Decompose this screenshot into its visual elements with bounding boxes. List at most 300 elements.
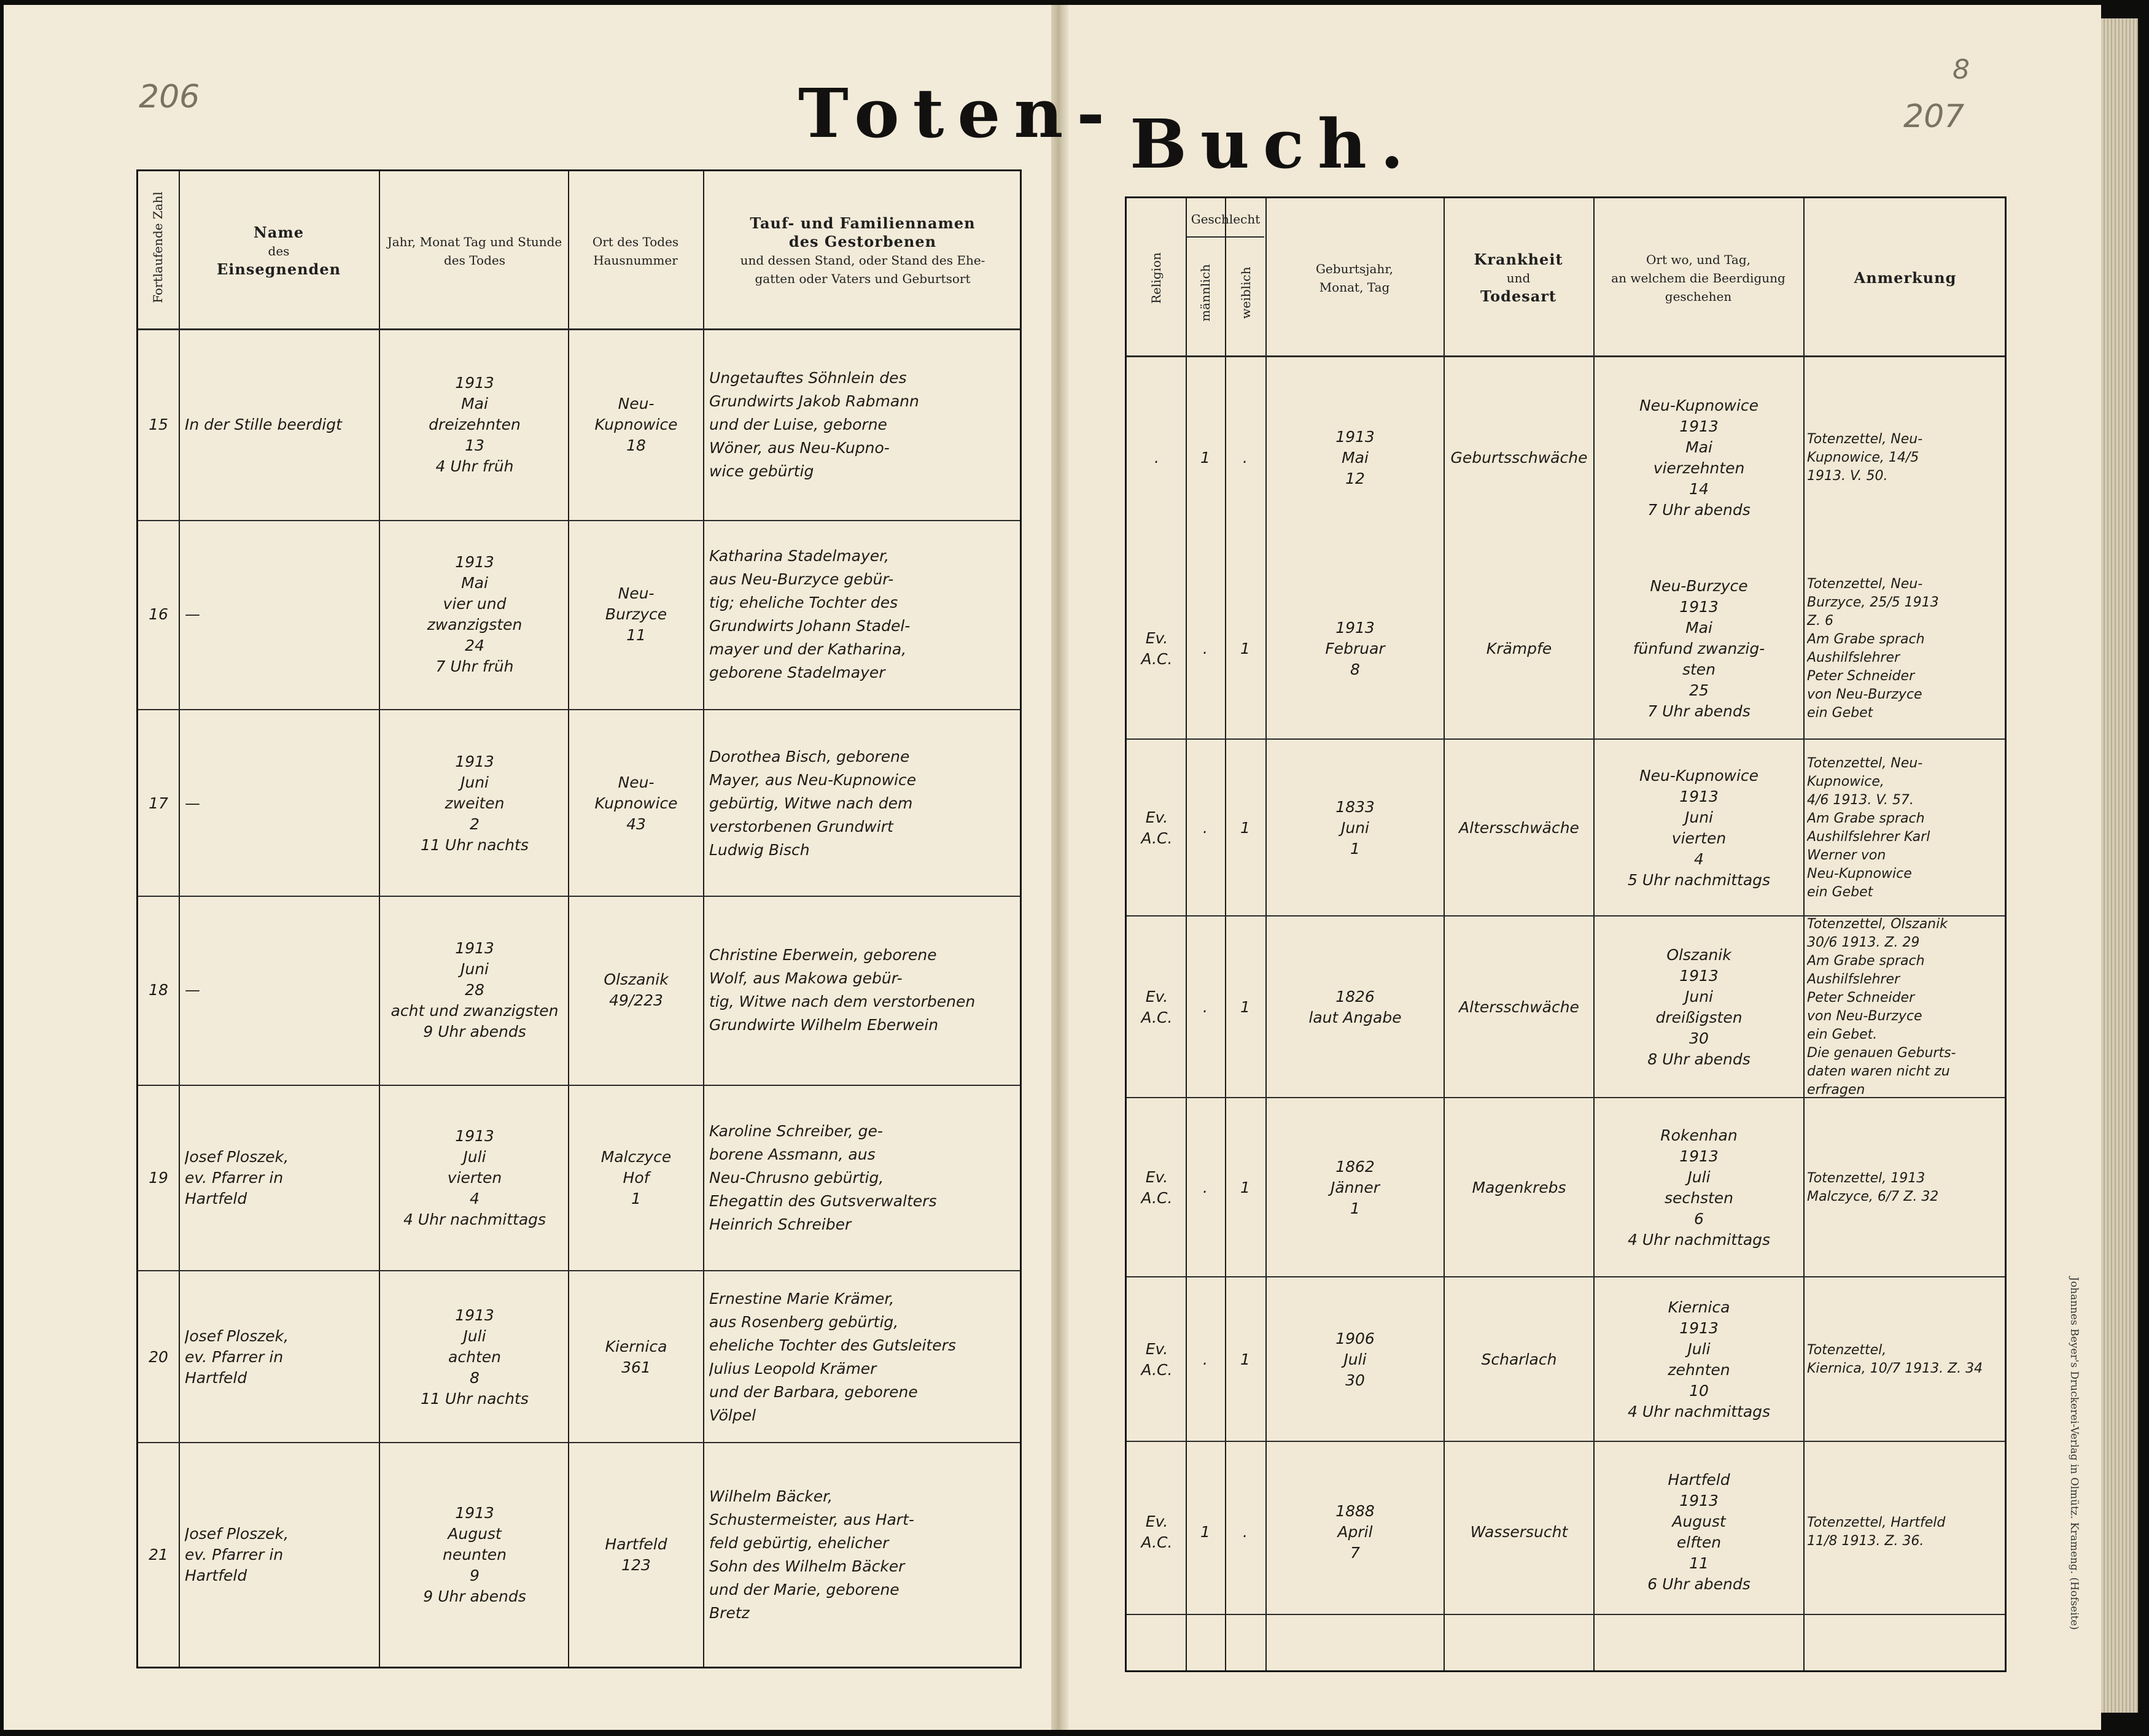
left-entry-19-names-line: borene Assmann, aus bbox=[709, 1145, 876, 1163]
right-entry-19-female-line: 1 bbox=[1240, 1179, 1250, 1196]
right-entry-15-remark-line: 1913. V. 50. bbox=[1807, 468, 1888, 484]
left-entry-17-place-line: 43 bbox=[626, 815, 646, 833]
header-death-time: Jahr, Monat Tag und Stunde des Todes bbox=[387, 234, 562, 268]
left-entry-20-death-line: 1913 bbox=[455, 1306, 494, 1324]
left-entry-16-place-line: 11 bbox=[626, 626, 646, 644]
left-entry-20-officiant-line: Josef Ploszek, bbox=[185, 1327, 289, 1345]
right-entry-18-remark-line: von Neu-Burzyce bbox=[1807, 1009, 1922, 1024]
left-entry-15-names-line: Wöner, aus Neu-Kupno- bbox=[709, 439, 890, 457]
page-edges bbox=[2101, 18, 2138, 1713]
right-entry-18-remark-line: Am Grabe sprach bbox=[1807, 953, 1925, 969]
left-entry-21-names-line: Schustermeister, aus Hart- bbox=[709, 1511, 914, 1529]
right-entry-17-burial-line: Juni bbox=[1684, 808, 1713, 826]
left-entry-21-death-line: 9 Uhr abends bbox=[423, 1587, 526, 1605]
left-entry-20-names-cell bbox=[709, 1273, 1020, 1442]
left-entry-15-names-line: Grundwirts Jakob Rabmann bbox=[709, 392, 919, 410]
right-entry-19-birth-line: 1862 bbox=[1335, 1158, 1375, 1176]
right-entry-21-burial-line: Hartfeld bbox=[1668, 1471, 1730, 1489]
left-entry-21-place-line: Hartfeld bbox=[605, 1535, 667, 1553]
left-entry-20-death-line: Juli bbox=[463, 1327, 486, 1345]
left-entry-18-death-cell bbox=[384, 898, 565, 1082]
right-entry-15-birth-line: 12 bbox=[1345, 470, 1365, 487]
left-entry-19-officiant-cell bbox=[185, 1087, 376, 1269]
left-entry-19-num-line: 19 bbox=[149, 1169, 168, 1187]
book-gutter bbox=[1051, 5, 1068, 1730]
right-entry-18-religion-cell bbox=[1129, 918, 1184, 1097]
header-male: männlich bbox=[1198, 264, 1213, 322]
right-entry-19-religion-line: A.C. bbox=[1141, 1189, 1173, 1207]
right-entry-20-illness-line: Scharlach bbox=[1481, 1350, 1557, 1368]
left-entry-19-place-cell bbox=[572, 1087, 701, 1269]
right-entry-17-burial-cell bbox=[1597, 741, 1801, 915]
right-entry-15-religion-cell bbox=[1129, 359, 1184, 557]
left-entry-15-death-line: Mai bbox=[461, 395, 488, 413]
right-entry-18-remark-line: daten waren nicht zu bbox=[1807, 1064, 1950, 1079]
right-entry-16-remark-line: Totenzettel, Neu- bbox=[1807, 576, 1923, 592]
left-entry-21-names-line: Bretz bbox=[709, 1604, 750, 1622]
right-entry-18-burial-line: Juni bbox=[1684, 988, 1713, 1006]
right-entry-16-remark-line: Z. 6 bbox=[1807, 613, 1834, 629]
right-entry-18-burial-cell bbox=[1597, 918, 1801, 1097]
left-entry-17-num-line: 17 bbox=[149, 794, 168, 812]
right-entry-15-remark-line: Kupnowice, 14/5 bbox=[1807, 450, 1919, 465]
right-entry-20-birth-cell bbox=[1269, 1279, 1441, 1441]
left-entry-17-death-line: 2 bbox=[470, 815, 480, 833]
left-entry-16-officiant-cell bbox=[185, 522, 376, 707]
right-entry-17-female-line: 1 bbox=[1240, 819, 1250, 837]
right-entry-19-religion-line: Ev. bbox=[1145, 1168, 1168, 1186]
left-entry-17-names-line: gebürtig, Witwe nach dem bbox=[709, 794, 913, 812]
left-entry-20-death-line: 11 Uhr nachts bbox=[421, 1390, 529, 1408]
left-entry-20-num-cell bbox=[141, 1273, 176, 1442]
right-entry-15-birth-line: Mai bbox=[1342, 449, 1369, 467]
printer-imprint: Johannes Beyer's Druckerei-Verlag in Olmütz. Krameng. (Hofseite) bbox=[2068, 1277, 2080, 1630]
right-entry-20-burial-line: Juli bbox=[1687, 1340, 1711, 1358]
left-entry-21-death-line: August bbox=[448, 1525, 502, 1543]
right-entry-16-religion-cell bbox=[1129, 559, 1184, 738]
left-entry-16-death-line: vier und bbox=[443, 595, 507, 613]
right-entry-17-burial-line: 1913 bbox=[1679, 788, 1719, 805]
left-entry-15-num-cell bbox=[141, 332, 176, 517]
right-entry-17-burial-line: 5 Uhr nachmittags bbox=[1627, 871, 1771, 889]
right-entry-21-remark-line: Totenzettel, Hartfeld bbox=[1807, 1515, 1946, 1530]
left-entry-19-death-line: vierten bbox=[447, 1169, 502, 1187]
right-entry-18-male-cell bbox=[1188, 918, 1222, 1097]
left-entry-16-num-line: 16 bbox=[149, 605, 168, 623]
right-entry-17-burial-line: Neu-Kupnowice bbox=[1639, 767, 1759, 785]
right-entry-20-birth-line: 30 bbox=[1345, 1371, 1365, 1389]
right-entry-16-burial-line: 25 bbox=[1689, 681, 1709, 699]
right-entry-15-male-cell bbox=[1188, 359, 1222, 557]
header-religion: Religion bbox=[1149, 252, 1164, 304]
left-entry-21-officiant-cell bbox=[185, 1444, 376, 1665]
right-entry-21-birth-line: April bbox=[1337, 1523, 1373, 1541]
left-entry-20-num-line: 20 bbox=[149, 1348, 168, 1366]
right-entry-15-burial-line: 1913 bbox=[1679, 417, 1719, 435]
right-entry-16-remark-line: ein Gebet bbox=[1807, 705, 1873, 721]
right-entry-20-remark-line: Kiernica, 10/7 1913. Z. 34 bbox=[1807, 1361, 1983, 1376]
right-entry-16-burial-line: 7 Uhr abends bbox=[1647, 702, 1751, 720]
left-entry-20-death-line: 8 bbox=[470, 1369, 480, 1387]
right-entry-19-burial-line: 6 bbox=[1694, 1210, 1704, 1228]
right-entry-17-burial-line: 4 bbox=[1694, 850, 1704, 868]
left-entry-21-names-line: Sohn des Wilhelm Bäcker bbox=[709, 1557, 905, 1575]
left-entry-21-names-line: feld gebürtig, ehelicher bbox=[709, 1534, 889, 1552]
right-entry-15-male-line: 1 bbox=[1200, 449, 1210, 467]
left-entry-21-death-line: 9 bbox=[470, 1567, 480, 1584]
left-entry-18-names-line: Christine Eberwein, geborene bbox=[709, 946, 937, 964]
right-entry-21-remark-line: 11/8 1913. Z. 36. bbox=[1807, 1533, 1924, 1549]
right-entry-20-burial-cell bbox=[1597, 1279, 1801, 1441]
left-entry-15-names-line: wice gebürtig bbox=[709, 462, 814, 480]
left-entry-15-place-line: 18 bbox=[626, 436, 646, 454]
right-entry-18-burial-line: 30 bbox=[1689, 1029, 1709, 1047]
header-remark: Anmerkung bbox=[1854, 269, 1957, 287]
left-entry-20-place-cell bbox=[572, 1273, 701, 1442]
right-entry-15-religion-line: . bbox=[1154, 449, 1159, 467]
right-entry-21-burial-line: elften bbox=[1676, 1533, 1722, 1551]
left-entry-20-names-line: aus Rosenberg gebürtig, bbox=[709, 1313, 899, 1331]
left-entry-17-death-line: 1913 bbox=[455, 753, 494, 770]
right-entry-19-burial-line: sechsten bbox=[1664, 1189, 1734, 1207]
right-entry-20-illness-cell bbox=[1447, 1279, 1591, 1441]
right-entry-15-burial-line: Neu-Kupnowice bbox=[1639, 397, 1759, 414]
left-entry-15-names-line: Ungetauftes Söhnlein des bbox=[709, 369, 907, 387]
right-entry-19-birth-line: Jänner bbox=[1330, 1179, 1380, 1196]
right-entry-19-burial-line: 1913 bbox=[1679, 1147, 1719, 1165]
left-entry-18-death-line: acht und zwanzigsten bbox=[391, 1002, 559, 1020]
left-entry-19-death-line: 4 bbox=[470, 1190, 480, 1207]
left-entry-20-place-line: 361 bbox=[621, 1358, 651, 1376]
left-entry-19-names-line: Neu-Chrusno gebürtig, bbox=[709, 1169, 884, 1187]
right-entry-16-birth-cell bbox=[1269, 559, 1441, 738]
right-entry-19-remark-cell bbox=[1807, 1099, 2005, 1276]
right-entry-21-male-cell bbox=[1188, 1443, 1222, 1621]
right-entry-16-remark-line: Aushilfslehrer bbox=[1807, 650, 1900, 665]
right-entry-17-remark-line: ein Gebet bbox=[1807, 885, 1873, 900]
left-entry-17-names-line: Mayer, aus Neu-Kupnowice bbox=[709, 771, 917, 789]
right-entry-16-remark-line: von Neu-Burzyce bbox=[1807, 687, 1922, 702]
right-entry-15-female-cell bbox=[1227, 359, 1263, 557]
left-entry-15-officiant-cell bbox=[185, 332, 376, 517]
header-number: Fortlaufende Zahl bbox=[150, 192, 165, 303]
right-entry-19-burial-line: Juli bbox=[1687, 1168, 1711, 1186]
right-entry-19-illness-line: Magenkrebs bbox=[1472, 1179, 1566, 1196]
right-entry-21-burial-line: 11 bbox=[1689, 1554, 1709, 1572]
left-entry-15-names-line: und der Luise, geborne bbox=[709, 416, 887, 433]
right-entry-16-burial-line: Neu-Burzyce bbox=[1650, 577, 1748, 595]
right-entry-16-remark-cell bbox=[1807, 559, 2005, 738]
left-entry-21-num-line: 21 bbox=[149, 1546, 168, 1564]
right-entry-16-religion-line: Ev. bbox=[1145, 629, 1168, 647]
right-entry-19-remark-line: Malczyce, 6/7 Z. 32 bbox=[1807, 1189, 1939, 1204]
right-entry-21-male-line: 1 bbox=[1200, 1523, 1210, 1541]
left-entry-18-names-line: Grundwirte Wilhelm Eberwein bbox=[709, 1016, 939, 1034]
left-entry-20-names-line: Völpel bbox=[709, 1406, 756, 1424]
right-entry-15-female-line: . bbox=[1243, 449, 1248, 467]
header-female: weiblich bbox=[1238, 266, 1253, 319]
left-entry-15-place-cell bbox=[572, 332, 701, 517]
left-entry-17-place-cell bbox=[572, 711, 701, 896]
left-entry-17-names-line: verstorbenen Grundwirt bbox=[709, 818, 893, 835]
header-death-place: Ort des Todes Hausnummer bbox=[592, 234, 679, 268]
right-entry-21-burial-line: 1913 bbox=[1679, 1492, 1719, 1509]
right-entry-16-birth-line: 1913 bbox=[1335, 619, 1375, 637]
left-entry-19-names-line: Heinrich Schreiber bbox=[709, 1215, 852, 1233]
right-entry-17-remark-line: Aushilfslehrer Karl bbox=[1807, 829, 1930, 845]
right-entry-17-birth-line: Juni bbox=[1340, 819, 1369, 837]
left-entry-21-death-cell bbox=[384, 1444, 565, 1665]
right-entry-19-burial-line: Rokenhan bbox=[1660, 1126, 1738, 1144]
left-entry-19-names-cell bbox=[709, 1087, 1020, 1269]
left-entry-15-num-line: 15 bbox=[149, 416, 168, 433]
right-entry-17-remark-line: Werner von bbox=[1807, 848, 1886, 863]
left-entry-18-place-cell bbox=[572, 898, 701, 1082]
left-entry-17-death-line: Juni bbox=[460, 773, 489, 791]
right-entry-15-burial-line: vierzehnten bbox=[1653, 459, 1745, 477]
left-entry-15-death-cell bbox=[384, 332, 565, 517]
left-entry-15-death-line: dreizehnten bbox=[429, 416, 521, 433]
right-entry-15-illness-cell bbox=[1447, 359, 1591, 557]
left-entry-19-names-line: Ehegattin des Gutsverwalters bbox=[709, 1192, 937, 1210]
right-entry-17-remark-line: Kupnowice, bbox=[1807, 774, 1884, 789]
title-right: Buch. bbox=[1130, 104, 1418, 184]
left-entry-19-officiant-line: Josef Ploszek, bbox=[185, 1148, 289, 1166]
right-entry-16-burial-line: fünfund zwanzig- bbox=[1633, 640, 1765, 657]
right-entry-17-illness-cell bbox=[1447, 741, 1591, 915]
right-entry-18-remark-line: erfragen bbox=[1807, 1082, 1865, 1097]
left-entry-18-num-cell bbox=[141, 898, 176, 1082]
right-entry-17-remark-cell bbox=[1807, 741, 2005, 915]
left-entry-16-death-cell bbox=[384, 522, 565, 707]
left-entry-16-names-line: Grundwirts Johann Stadel- bbox=[709, 617, 911, 635]
page-number-right: 207 bbox=[1903, 98, 1965, 135]
right-entry-17-religion-line: A.C. bbox=[1141, 829, 1173, 847]
left-entry-18-place-line: Olszanik bbox=[604, 971, 669, 988]
right-entry-21-burial-line: August bbox=[1672, 1513, 1726, 1530]
right-entry-18-female-cell bbox=[1227, 918, 1263, 1097]
right-entry-21-female-cell bbox=[1227, 1443, 1263, 1621]
left-entry-21-names-cell bbox=[709, 1444, 1020, 1665]
right-entry-19-illness-cell bbox=[1447, 1099, 1591, 1276]
left-entry-17-death-line: zweiten bbox=[445, 794, 505, 812]
left-entry-19-place-line: Hof bbox=[623, 1169, 650, 1187]
right-entry-21-birth-cell bbox=[1269, 1443, 1441, 1621]
left-entry-17-officiant-cell bbox=[185, 711, 376, 896]
left-entry-20-officiant-cell bbox=[185, 1273, 376, 1442]
right-entry-16-religion-line: A.C. bbox=[1141, 650, 1173, 668]
right-entry-17-remark-line: Am Grabe sprach bbox=[1807, 811, 1925, 826]
right-entry-21-birth-line: 7 bbox=[1350, 1544, 1360, 1562]
right-entry-20-burial-line: 1913 bbox=[1679, 1319, 1719, 1337]
right-entry-17-remark-line: Totenzettel, Neu- bbox=[1807, 756, 1923, 771]
left-entry-19-death-line: 4 Uhr nachmittags bbox=[403, 1211, 546, 1228]
left-entry-16-place-cell bbox=[572, 522, 701, 707]
left-entry-20-names-line: Julius Leopold Krämer bbox=[709, 1360, 877, 1378]
left-entry-18-names-line: tig, Witwe nach dem verstorbenen bbox=[709, 993, 976, 1010]
right-entry-16-male-line: . bbox=[1203, 640, 1208, 657]
header-sex: Geschlecht bbox=[1191, 212, 1261, 227]
right-entry-15-birth-cell bbox=[1269, 359, 1441, 557]
right-entry-20-burial-line: 10 bbox=[1689, 1382, 1709, 1400]
right-entry-17-birth-line: 1833 bbox=[1335, 798, 1375, 816]
right-entry-18-burial-line: dreißigsten bbox=[1655, 1009, 1743, 1026]
left-entry-18-officiant-cell bbox=[185, 898, 376, 1082]
left-entry-20-officiant-line: ev. Pfarrer in bbox=[185, 1348, 284, 1366]
right-entry-19-burial-line: 4 Uhr nachmittags bbox=[1627, 1231, 1771, 1249]
left-entry-18-officiant-line: — bbox=[185, 981, 200, 999]
right-entry-17-male-cell bbox=[1188, 741, 1222, 915]
right-entry-18-birth-line: laut Angabe bbox=[1308, 1009, 1402, 1026]
left-entry-19-num-cell bbox=[141, 1087, 176, 1269]
right-entry-16-illness-line: Krämpfe bbox=[1486, 640, 1552, 657]
right-entry-18-male-line: . bbox=[1203, 998, 1208, 1016]
left-entry-19-officiant-line: Hartfeld bbox=[185, 1190, 247, 1207]
right-entry-18-remark-cell bbox=[1807, 918, 2005, 1097]
right-entry-18-remark-line: Die genauen Geburts- bbox=[1807, 1045, 1956, 1061]
left-entry-16-names-cell bbox=[709, 522, 1020, 707]
right-entry-15-burial-cell bbox=[1597, 359, 1801, 557]
right-entry-16-remark-line: Am Grabe sprach bbox=[1807, 632, 1925, 647]
right-entry-18-remark-line: Totenzettel, Olszanik bbox=[1807, 918, 1948, 932]
right-entry-16-female-line: 1 bbox=[1240, 640, 1250, 657]
header-illness: Krankheit und Todesart bbox=[1474, 250, 1563, 305]
right-entry-17-male-line: . bbox=[1203, 819, 1208, 837]
left-entry-16-officiant-line: — bbox=[185, 605, 200, 623]
left-entry-18-num-line: 18 bbox=[149, 981, 168, 999]
right-entry-16-remark-line: Burzyce, 25/5 1913 bbox=[1807, 595, 1939, 610]
right-entry-21-religion-line: A.C. bbox=[1141, 1533, 1173, 1551]
left-entry-19-officiant-line: ev. Pfarrer in bbox=[185, 1169, 284, 1187]
right-entry-19-male-cell bbox=[1188, 1099, 1222, 1276]
left-entry-17-names-line: Ludwig Bisch bbox=[709, 841, 810, 859]
right-entry-20-religion-line: Ev. bbox=[1145, 1340, 1168, 1358]
right-entry-17-female-cell bbox=[1227, 741, 1263, 915]
right-entry-21-religion-cell bbox=[1129, 1443, 1184, 1621]
left-entry-17-death-cell bbox=[384, 711, 565, 896]
left-entry-18-death-line: 28 bbox=[465, 981, 484, 999]
right-entry-21-illness-cell bbox=[1447, 1443, 1591, 1621]
header-birth: Geburtsjahr, Monat, Tag bbox=[1315, 262, 1394, 295]
left-entry-16-names-line: tig; eheliche Tochter des bbox=[709, 594, 898, 611]
right-entry-18-remark-line: Aushilfslehrer bbox=[1807, 972, 1900, 987]
left-entry-21-num-cell bbox=[141, 1444, 176, 1665]
left-entry-15-names-cell bbox=[709, 332, 1020, 517]
right-entry-16-burial-line: 1913 bbox=[1679, 598, 1719, 616]
left-entry-17-num-cell bbox=[141, 711, 176, 896]
right-entry-16-birth-line: Februar bbox=[1325, 640, 1385, 657]
right-entry-20-burial-line: zehnten bbox=[1668, 1361, 1730, 1379]
left-entry-16-names-line: mayer und der Katharina, bbox=[709, 640, 907, 658]
left-entry-21-officiant-line: Hartfeld bbox=[185, 1567, 247, 1584]
left-entry-16-num-cell bbox=[141, 522, 176, 707]
right-entry-17-remark-line: Neu-Kupnowice bbox=[1807, 866, 1912, 882]
left-entry-21-names-line: Wilhelm Bäcker, bbox=[709, 1487, 833, 1505]
right-entry-20-birth-line: 1906 bbox=[1335, 1330, 1375, 1347]
right-entry-16-remark-line: Peter Schneider bbox=[1807, 668, 1915, 684]
left-entry-20-death-cell bbox=[384, 1273, 565, 1442]
right-entry-18-birth-line: 1826 bbox=[1335, 988, 1375, 1006]
left-entry-20-names-line: und der Barbara, geborene bbox=[709, 1383, 918, 1401]
left-entry-20-names-line: eheliche Tochter des Gutsleiters bbox=[709, 1336, 956, 1354]
left-entry-19-death-cell bbox=[384, 1087, 565, 1269]
left-entry-16-names-line: geborene Stadelmayer bbox=[709, 664, 885, 681]
left-entry-16-death-line: 1913 bbox=[455, 553, 494, 571]
left-entry-19-place-line: 1 bbox=[631, 1190, 641, 1207]
left-entry-19-death-line: 1913 bbox=[455, 1127, 494, 1145]
left-entry-16-names-line: aus Neu-Burzyce gebür- bbox=[709, 570, 894, 588]
right-entry-18-birth-cell bbox=[1269, 918, 1441, 1097]
header-names: Tauf- und Familiennamen des Gestorbenen und dessen Stand, oder Stand des Ehe- gatten oder Vaters und Geburtsort bbox=[740, 214, 985, 286]
right-entry-15-birth-line: 1913 bbox=[1335, 428, 1375, 446]
right-entry-17-religion-cell bbox=[1129, 741, 1184, 915]
right-entry-17-birth-cell bbox=[1269, 741, 1441, 915]
right-entry-18-burial-line: Olszanik bbox=[1666, 946, 1731, 964]
right-entry-20-remark-cell bbox=[1807, 1279, 2005, 1441]
left-entry-18-death-line: 1913 bbox=[455, 939, 494, 957]
right-entry-18-burial-line: 8 Uhr abends bbox=[1647, 1050, 1751, 1068]
title-left: Toten- bbox=[798, 74, 1119, 153]
right-entry-17-birth-line: 1 bbox=[1350, 840, 1360, 858]
left-entry-15-death-line: 4 Uhr früh bbox=[435, 457, 514, 475]
left-entry-16-place-line: Burzyce bbox=[605, 605, 667, 623]
right-entry-20-remark-line: Totenzettel, bbox=[1807, 1343, 1887, 1358]
left-entry-18-names-cell bbox=[709, 898, 1020, 1082]
left-entry-16-death-line: zwanzigsten bbox=[427, 616, 523, 634]
left-entry-15-death-line: 13 bbox=[465, 436, 484, 454]
left-entry-18-names-line: Wolf, aus Makowa gebür- bbox=[709, 969, 903, 987]
right-entry-15-illness-line: Geburtsschwäche bbox=[1450, 449, 1588, 467]
left-entry-21-death-line: neunten bbox=[443, 1546, 507, 1564]
left-entry-16-death-line: 24 bbox=[465, 637, 484, 654]
right-entry-21-religion-line: Ev. bbox=[1145, 1513, 1168, 1530]
left-entry-21-place-line: 123 bbox=[621, 1556, 651, 1574]
left-entry-17-place-line: Neu- bbox=[618, 773, 655, 791]
right-entry-18-remark-line: Peter Schneider bbox=[1807, 990, 1915, 1006]
right-entry-20-female-line: 1 bbox=[1240, 1350, 1250, 1368]
left-entry-20-death-line: achten bbox=[448, 1348, 501, 1366]
right-entry-19-religion-cell bbox=[1129, 1099, 1184, 1276]
left-entry-21-names-line: und der Marie, geborene bbox=[709, 1581, 900, 1598]
left-entry-16-place-line: Neu- bbox=[618, 584, 655, 602]
right-entry-20-male-cell bbox=[1188, 1279, 1222, 1441]
right-entry-18-remark-line: 30/6 1913. Z. 29 bbox=[1807, 935, 1920, 950]
right-entry-20-burial-line: Kiernica bbox=[1668, 1298, 1730, 1316]
left-entry-20-place-line: Kiernica bbox=[605, 1338, 667, 1355]
right-entry-17-religion-line: Ev. bbox=[1145, 808, 1168, 826]
right-entry-20-religion-cell bbox=[1129, 1279, 1184, 1441]
right-entry-17-illness-line: Altersschwäche bbox=[1459, 819, 1579, 837]
right-entry-21-illness-line: Wassersucht bbox=[1470, 1523, 1568, 1541]
left-entry-17-names-line: Dorothea Bisch, geborene bbox=[709, 748, 910, 765]
left-entry-20-names-line: Ernestine Marie Krämer, bbox=[709, 1290, 895, 1308]
header-officiant: Name des Einsegnenden bbox=[216, 223, 341, 278]
left-entry-18-place-line: 49/223 bbox=[609, 991, 663, 1009]
right-ledger bbox=[1125, 196, 2007, 1672]
left-entry-16-death-line: Mai bbox=[461, 574, 488, 592]
right-entry-15-remark-line: Totenzettel, Neu- bbox=[1807, 432, 1923, 447]
right-entry-20-female-cell bbox=[1227, 1279, 1263, 1441]
left-entry-18-death-line: Juni bbox=[460, 960, 489, 978]
left-entry-21-officiant-line: Josef Ploszek, bbox=[185, 1525, 289, 1543]
right-entry-18-illness-line: Altersschwäche bbox=[1459, 998, 1579, 1016]
left-entry-21-officiant-line: ev. Pfarrer in bbox=[185, 1546, 284, 1564]
left-entry-17-death-line: 11 Uhr nachts bbox=[421, 836, 529, 854]
left-entry-16-death-line: 7 Uhr früh bbox=[435, 657, 514, 675]
left-entry-19-names-line: Karoline Schreiber, ge- bbox=[709, 1122, 883, 1140]
right-entry-21-female-line: . bbox=[1243, 1523, 1248, 1541]
right-entry-17-burial-line: vierten bbox=[1671, 829, 1727, 847]
